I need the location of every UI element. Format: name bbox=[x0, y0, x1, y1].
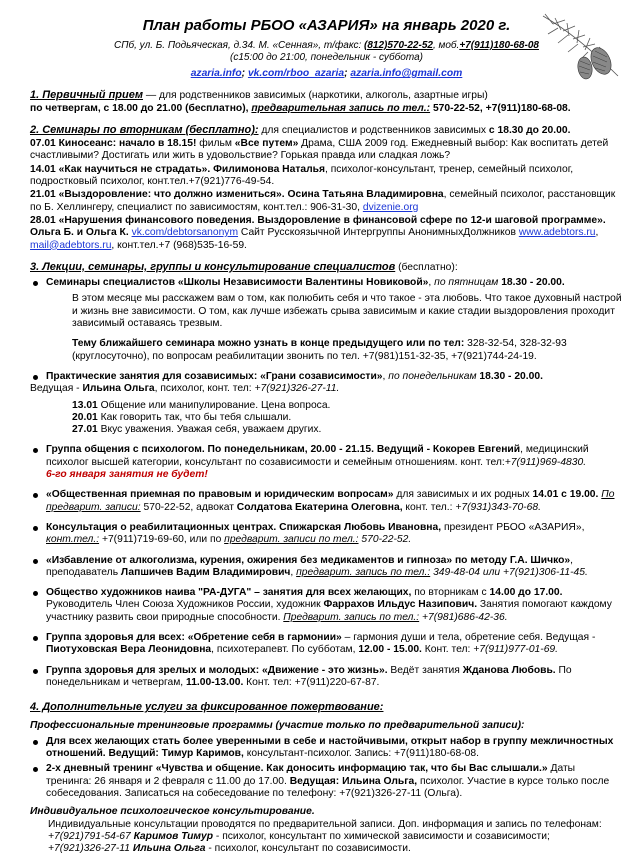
seminar-1401 bbox=[30, 164, 623, 189]
item-time: 11.00-13.00. bbox=[186, 676, 244, 688]
item-phone: 349-48-04 или +7(921)306-11-45. bbox=[430, 566, 588, 578]
host-name: Ведущая: Ильина Ольга, bbox=[289, 775, 418, 787]
host-name: Ильина Ольга bbox=[82, 383, 155, 395]
adebtors-site-link[interactable]: www.adebtors.ru bbox=[518, 227, 596, 239]
item-desc: Занятия помогают каждому участнику развить свои природные способности. bbox=[46, 599, 612, 623]
separator: , bbox=[382, 370, 389, 382]
item-title: «Общественная приемная по правовым и юридическим вопросам» bbox=[46, 489, 394, 501]
hours-line: (с15:00 до 21:00, понедельник - суббота) bbox=[230, 52, 423, 63]
bullet-icon bbox=[33, 740, 38, 745]
item-time: 14.01 с 19.00. bbox=[532, 489, 599, 501]
bullet-icon bbox=[33, 375, 38, 380]
site-link[interactable]: azaria.info bbox=[190, 68, 242, 79]
item-phone: +7(911)719-69-60, или по bbox=[99, 534, 225, 546]
host-label: Ведущая - bbox=[30, 383, 83, 395]
host-name: Жданова Любовь. bbox=[462, 664, 556, 676]
host-role: , психолог, конт. тел: bbox=[154, 383, 255, 395]
separator: ; bbox=[241, 68, 248, 79]
training-title: 2-х дневный тренинг «Чувства и общение. Как доносить информацию так, что бы Вас слышали.» bbox=[46, 763, 548, 775]
mob-label: , моб. bbox=[432, 40, 460, 51]
bullet-icon bbox=[33, 669, 38, 674]
seminar-0701-desc: Драма, США 2009 год. Ежедневный выбор: Как воспитать детей счастливыми? Достигать или жить в удовольствие? Горькая правда или сладкая ложь? bbox=[30, 138, 609, 162]
section-2-time: с 18.30 до 20.00. bbox=[488, 124, 571, 136]
section-3 bbox=[30, 261, 623, 274]
lawyer-name: Солдатова Екатерина Олеговна, bbox=[236, 501, 403, 513]
booking-label: предварит. записи по тел.: bbox=[224, 534, 359, 546]
list-item bbox=[30, 763, 623, 800]
item-phone: +7(981)686-42-36. bbox=[419, 611, 508, 623]
item-title: Группа здоровья для всех: «Обретение себя в гармонии» bbox=[46, 631, 342, 643]
item-time: 18.30 - 20.00. bbox=[476, 370, 543, 382]
item-phone: +7(931)343-70-68. bbox=[455, 501, 541, 513]
consultant-phone: +7(921)326-27-11 bbox=[48, 843, 130, 855]
reception-time: по четвергам, с 18.00 до 21.00 (бесплатно), bbox=[30, 102, 252, 114]
address-text: СПб, ул. Б. Подьяческая, д.34. М. «Сенная», т/факс: bbox=[114, 40, 365, 51]
item-desc: 570-22-52, адвокат bbox=[140, 501, 237, 513]
list-item bbox=[30, 587, 623, 624]
consultant-row bbox=[30, 831, 623, 843]
consulting-intro: Индивидуальные консультации проводятся по предварительной записи. Доп. информация и запись по телефонам: bbox=[48, 818, 602, 830]
host-name: Пиотуховская Вера Леонидовна bbox=[46, 644, 212, 656]
adebtors-mail-link[interactable]: mail@adebtors.ru bbox=[30, 239, 112, 251]
training-title: Для всех желающих стать более уверенными в себе и настойчивыми, открыт набор в группу межличностных отношений. Ведущий: Тимур Каримов, bbox=[46, 735, 614, 760]
seminar-1401-desc: , психолог-консультант, тренер, семейный психолог, подростковый психолог, конт.тел.+7(921)776-49-54. bbox=[30, 163, 574, 188]
list-item bbox=[30, 632, 623, 657]
section-2-intro: для специалистов и родственников зависимых bbox=[258, 124, 489, 136]
list-item bbox=[30, 489, 623, 514]
debtors-vk-link[interactable]: vk.com/debtorsanonym bbox=[131, 227, 239, 239]
separator: , bbox=[290, 566, 297, 578]
item-phone: Конт. тел: +7(911)220-67-87. bbox=[243, 676, 380, 688]
phone-label: конт. тел.: bbox=[402, 501, 456, 513]
consultant-row bbox=[30, 843, 623, 855]
bullet-icon bbox=[33, 636, 38, 641]
item-desc: По понедельникам и четвергам, bbox=[46, 664, 572, 688]
section-4-heading: 4. Дополнительные услуги за фиксированное пожертвование: bbox=[30, 701, 384, 714]
item-desc: – гармония души и тела, обретение себя. Ведущая - bbox=[341, 631, 596, 643]
item-title: Семинары специалистов «Школы Независимости Валентины Новиковой» bbox=[46, 277, 429, 289]
list-item bbox=[30, 371, 623, 436]
date-row bbox=[46, 424, 623, 436]
booking-label: предварит. запись по тел.: bbox=[296, 566, 431, 578]
item-contacts-text: 328-32-54, 328-32-93 (круглосуточно), по вопросам реабилитации звонить по тел. +7(981)151-32-35, +7(921)744-24-19. bbox=[72, 338, 567, 362]
booking-label: Предварит. запись по тел.: bbox=[283, 611, 420, 623]
training-desc: Даты тренинга: 26 января и 2 февраля с 11.00 до 17.00. bbox=[46, 763, 576, 787]
training-desc: психолог. Участие в курсе только после собеседования. Записаться на собеседование по телефону: +7(921)326-27-11 (Ольга). bbox=[46, 775, 610, 799]
item-phone: +7(911)969-4830. bbox=[504, 456, 587, 468]
seminar-2801-title: 28.01 «Нарушения финансового поведения. Выздоровление в финансовой сфере по 12-и шаговой программе». Ольга Б. и Ольга К. bbox=[30, 214, 606, 239]
item-phone: +7(911)977-01-69. bbox=[473, 644, 559, 656]
teacher-name: Лапшичев Вадим Владимирович bbox=[120, 566, 291, 578]
item-desc: по вторникам с bbox=[411, 587, 490, 599]
bullet-icon bbox=[33, 767, 38, 772]
item-desc: для зависимых и их родных bbox=[393, 489, 533, 501]
item-desc: , психотерапевт. По субботам, bbox=[211, 644, 359, 656]
list-item bbox=[30, 665, 623, 690]
separator: ; bbox=[344, 68, 351, 79]
item-contacts-label: Тему ближайшего семинара можно узнать в конце предыдущего или по тел: bbox=[72, 338, 465, 350]
seminar-0701-film: «Все путем» bbox=[234, 138, 299, 150]
bullet-icon bbox=[33, 591, 38, 596]
consulting-subheading: Индивидуальное психологическое консультирование. bbox=[30, 806, 315, 818]
item-title: «Избавление от алкоголизма, курения, ожирения без медикаментов и гипноза» по методу Г.А. Шичко» bbox=[46, 554, 571, 566]
topic: Вкус уважения. Уважая себя, уважаем других. bbox=[97, 424, 322, 436]
bullet-icon bbox=[33, 493, 38, 498]
item-title: Группа общения с психологом. По понедельникам, 20.00 - 21.15. Ведущий - Кокорев Евгений bbox=[46, 444, 521, 456]
seminar-0701 bbox=[30, 138, 623, 163]
phone-label: конт.тел.: bbox=[46, 534, 100, 546]
item-description: В этом месяце мы расскажем вам о том, как полюбить себя и что такое - эта любовь. Что такое духовный настрой и жизнь вне зависимости. О том, как лучше избежать срыва зависимым и какие стадии выздоровления проходит зависимый оставаясь трезвым. bbox=[72, 293, 622, 330]
pine-branch-illustration bbox=[523, 6, 623, 91]
dvizenie-link[interactable]: dvizenie.org bbox=[362, 201, 419, 213]
seminar-2101 bbox=[30, 189, 623, 214]
consultant-name: Каримов Тимур bbox=[130, 830, 214, 842]
separator: , bbox=[595, 227, 599, 239]
item-desc: Ведёт занятия bbox=[387, 664, 463, 676]
item-day: по понедельникам bbox=[388, 370, 477, 382]
item-time: 12.00 - 15.00. bbox=[358, 644, 422, 656]
list-item bbox=[30, 277, 623, 363]
topic: Общение или манипулирование. Цена вопроса. bbox=[97, 399, 331, 411]
item-title: Общество художников наива "РА-ДУГА" – занятия для всех желающих, bbox=[46, 587, 412, 599]
seminar-2801 bbox=[30, 215, 623, 252]
phone-label: Конт. тел: bbox=[421, 644, 474, 656]
consultant-role: - психолог, консультант по химической зависимости и созависимости; bbox=[213, 830, 550, 842]
bullet-icon bbox=[33, 526, 38, 531]
section-1 bbox=[30, 89, 623, 102]
trainings-list bbox=[30, 736, 623, 800]
section-2-heading: 2. Семинары по вторникам (бесплатно): bbox=[30, 123, 259, 136]
list-item bbox=[30, 444, 623, 481]
seminar-0701-film-label: фильм bbox=[199, 138, 235, 150]
phone-main: (812)570-22-52 bbox=[364, 40, 433, 51]
consultant-phone: +7(921)791-54-67 bbox=[48, 830, 131, 842]
item-day: по пятницам bbox=[434, 277, 499, 289]
email-link[interactable]: azaria.info@gmail.com bbox=[350, 68, 463, 79]
date-row bbox=[46, 412, 623, 424]
item-desc: президент РБОО «АЗАРИЯ», bbox=[441, 521, 585, 533]
bullet-icon bbox=[33, 559, 38, 564]
seminar-1401-title: 14.01 «Как научиться не страдать». Филимонова Наталья bbox=[30, 163, 325, 175]
section-3-intro: (бесплатно): bbox=[395, 261, 458, 273]
list-item bbox=[30, 555, 623, 580]
cancellation-notice: 6-го января занятия не будет! bbox=[46, 469, 208, 481]
item-contacts bbox=[46, 338, 623, 363]
phone-mobile: +7(911)180-68-08 bbox=[459, 40, 539, 51]
reception-phones: 570-22-52, +7(911)180-68-08. bbox=[430, 102, 571, 114]
section-1-heading: 1. Первичный прием bbox=[30, 89, 143, 102]
date: 27.01 bbox=[72, 424, 98, 436]
seminar-2101-desc: , семейный психолог, расстановщик по Б. Хеллингеру, специалист по зависимостям, конт.тел.: 906-31-30, bbox=[30, 189, 616, 213]
artist-name: Фаррахов Ильдус Назипович. bbox=[323, 599, 478, 611]
vk-link[interactable]: vk.com/rboo_azaria bbox=[247, 68, 345, 79]
seminar-2101-title: 21.01 «Выздоровление: что должно измениться». Осина Татьяна Владимировна bbox=[30, 189, 444, 201]
item-time: 14.00 до 17.00. bbox=[489, 587, 563, 599]
item-title: Группа здоровья для зрелых и молодых: «Движение - это жизнь». bbox=[46, 664, 388, 676]
list-item bbox=[30, 736, 623, 761]
section-4 bbox=[30, 701, 623, 714]
item-title: Практические занятия для созависимых: «Грани созависимости» bbox=[46, 370, 383, 382]
item-phone: 570-22-52. bbox=[358, 534, 412, 546]
item-desc: , преподаватель bbox=[46, 554, 573, 578]
page-title: План работы РБОО «АЗАРИЯ» на январь 2020 г. bbox=[142, 17, 511, 34]
topic: Как говорить так, что бы тебя слышали. bbox=[97, 411, 292, 423]
section-1-details bbox=[30, 103, 623, 115]
booking-label: По предварит. записи: bbox=[46, 489, 615, 513]
section-3-heading: 3. Лекции, семинары, группы и консультирование специалистов bbox=[30, 260, 396, 273]
consultant-role: - психолог, консультант по созависимости. bbox=[205, 843, 411, 855]
section-3-list bbox=[30, 277, 623, 689]
bullet-icon bbox=[33, 448, 38, 453]
item-host-line bbox=[30, 383, 623, 395]
item-time: 18.30 - 20.00. bbox=[498, 277, 565, 289]
seminar-0701-title: 07.01 Киносеанс: начало в 18.15! bbox=[30, 138, 200, 150]
separator: , bbox=[428, 277, 435, 289]
document-page bbox=[30, 0, 623, 855]
trainings-subheading: Профессиональные тренинговые программы (участие только по предварительной записи): bbox=[30, 720, 525, 732]
seminar-2801-desc: Сайт Русскоязычной Интергруппы АнонимныхДолжников bbox=[238, 227, 519, 239]
reception-booking-label: предварительная запись по тел.: bbox=[251, 102, 431, 114]
date-row bbox=[46, 400, 623, 412]
list-item bbox=[30, 522, 623, 547]
item-title: Консультация о реабилитационных центрах. Спижарская Любовь Ивановна, bbox=[46, 521, 442, 533]
date: 20.01 bbox=[72, 411, 98, 423]
date: 13.01 bbox=[72, 399, 98, 411]
consultant-name: Ильина Ольга bbox=[129, 843, 206, 855]
section-2 bbox=[30, 124, 623, 137]
host-phone: +7(921)326-27-11. bbox=[254, 383, 340, 395]
item-desc: , медицинский психолог высшей категории, консультант по созависимости и семейным отношениям. конт. тел: bbox=[46, 444, 589, 468]
training-desc: консультант-психолог. Запись: +7(911)180-68-08. bbox=[243, 748, 479, 760]
seminar-2801-phone: , конт.тел.+7 (968)535-16-59. bbox=[111, 239, 247, 251]
bullet-icon bbox=[33, 281, 38, 286]
section-1-intro: — для родственников зависимых (наркотики, алкоголь, азартные игры) bbox=[142, 90, 488, 102]
item-desc: Руководитель Член Союза Художников России, художник bbox=[46, 599, 324, 611]
